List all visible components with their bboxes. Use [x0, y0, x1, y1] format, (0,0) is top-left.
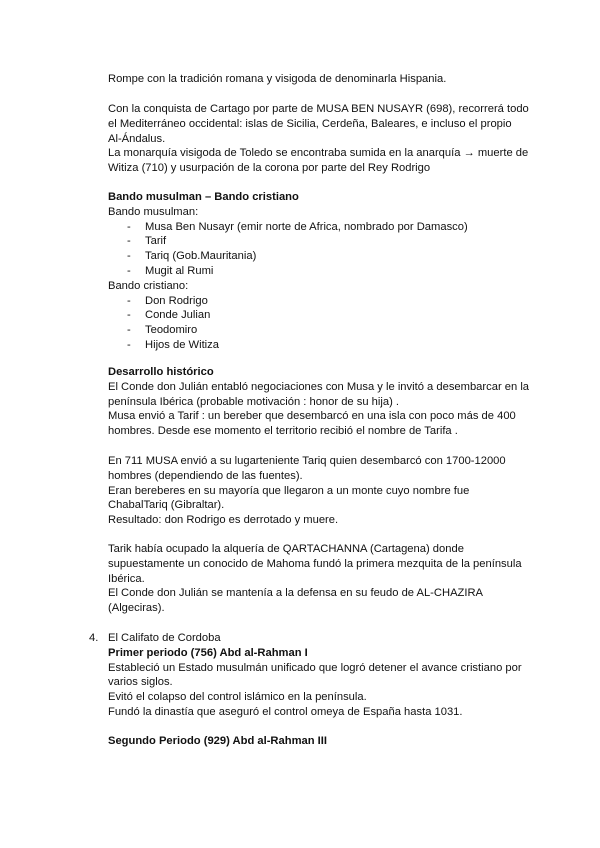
intro-paragraph [108, 72, 532, 87]
text-line: Estableció un Estado musulmán unificado que logró detener el avance cristiano por [108, 661, 522, 674]
text-line: el Mediterráneo occidental: islas de Sicilia, Cerdeña, Baleares, e incluso el propio [108, 117, 512, 130]
text-line: Resultado: don Rodrigo es derrotado y muere. [108, 514, 339, 527]
desarrollo-paragraph-2 [108, 454, 532, 528]
bandos-section [108, 190, 532, 353]
section-title: El Califato de Cordoba [108, 632, 221, 644]
text-line: Rompe con la tradición romana y visigoda de denominarla Hispania. [108, 73, 447, 85]
text-line: Tarik había ocupado la alquería de QARTACHANNA (Cartagena) donde [108, 543, 464, 555]
list-item: - Teodomiro [127, 324, 198, 337]
text-line: En 711 MUSA envió a su lugarteniente Tariq quien desembarcó con 1700-12000 [108, 455, 506, 467]
list-item: - Tarif [127, 235, 167, 248]
list-item: - Mugit al Rumi [127, 264, 214, 277]
text-line: La monarquía visigoda de Toledo se encontraba sumida en la anarquía → muerte de [108, 147, 529, 160]
list-item: - Tariq (Gob.Mauritania) [127, 250, 257, 263]
text-line: Al-Ándalus. [108, 132, 166, 145]
section-heading: Segundo Periodo (929) Abd al-Rahman III [108, 735, 328, 747]
desarrollo-paragraph-3 [108, 542, 532, 616]
text-line: (Algeciras). [108, 602, 165, 615]
text-line: Con la conquista de Cartago por parte de MUSA BEN NUSAYR (698), recorrerá todo [108, 103, 529, 115]
section-heading: Desarrollo histórico [108, 366, 214, 378]
text-line: Evitó el colapso del control islámico en la península. [108, 691, 367, 704]
text-line: Ibérica. [108, 572, 145, 585]
list-label: Bando cristiano: [108, 279, 189, 292]
text-line: hombres (dependiendo de las fuentes). [108, 469, 303, 482]
text-line: El Conde don Julián se mantenía a la defensa en su feudo de AL-CHAZIRA [108, 587, 484, 600]
text-line: El Conde don Julián entabló negociaciones con Musa y le invitó a desembarcar en la [108, 380, 530, 393]
section-heading: Bando musulman – Bando cristiano [108, 191, 299, 203]
segundo-periodo [108, 734, 532, 749]
desarrollo-section [108, 365, 532, 439]
text-line: hombres. Desde ese momento el territorio recibió el nombre de Tarifa . [108, 425, 458, 438]
text-line: península Ibérica (probable motivación : honor de su hija) . [108, 395, 400, 408]
califato-section [108, 631, 532, 720]
list-item: - Hijos de Witiza [127, 338, 219, 351]
text-line: supuestamente un conocido de Mahoma fundó la primera mezquita de la península [108, 557, 522, 570]
text-line: Musa envió a Tarif : un bereber que desembarcó en una isla con poco más de 400 [108, 410, 516, 423]
list-item: - Conde Julian [127, 309, 211, 322]
text-line: ChabalTariq (Gibraltar). [108, 499, 225, 512]
conquest-paragraph [108, 102, 532, 176]
text-line: varios siglos. [108, 676, 173, 689]
text-line: Eran bereberes en su mayoría que llegaron a un monte cuyo nombre fue [108, 484, 470, 497]
list-number: 4. [89, 632, 99, 644]
text-line: Witiza (710) y usurpación de la corona por parte del Rey Rodrigo [108, 162, 431, 175]
list-item: - Musa Ben Nusayr (emir norte de Africa, nombrado por Damasco) [127, 220, 468, 233]
text-line: Fundó la dinastía que aseguró el control omeya de España hasta 1031. [108, 705, 463, 718]
list-label: Bando musulman: [108, 205, 199, 218]
section-heading: Primer periodo (756) Abd al-Rahman I [108, 646, 308, 659]
list-item: - Don Rodrigo [127, 294, 208, 307]
